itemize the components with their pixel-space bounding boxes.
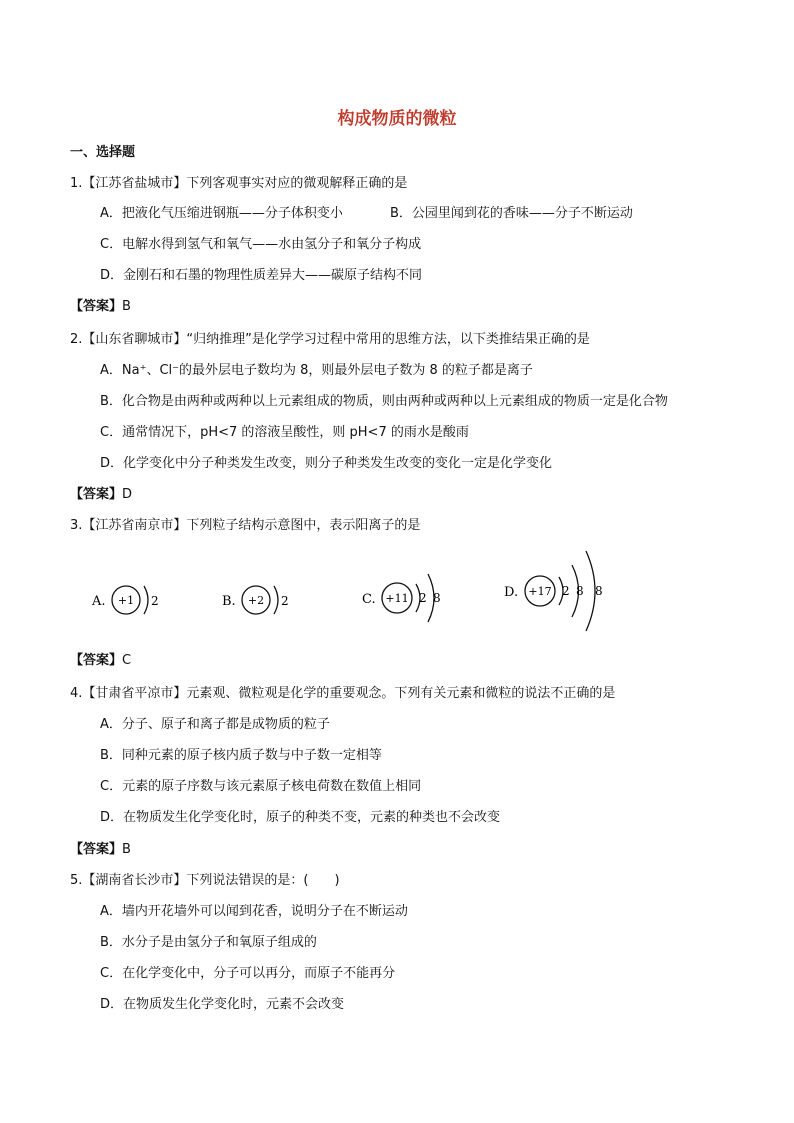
shell-electron-count: 8 (595, 584, 603, 598)
shell-electron-count: 8 (576, 584, 584, 598)
question-5-stem: 5.【湖南省长沙市】下列说法错误的是：( ) (70, 873, 340, 888)
atom-diagram-b (220, 580, 310, 624)
shell-electron-count: 8 (433, 591, 441, 605)
question-2-answer (70, 486, 132, 504)
electron-shell-arc (144, 586, 148, 614)
atom-diagram-d (502, 548, 622, 640)
question-5-option-c: C．在化学变化中，分子可以再分，而原子不能再分 (100, 966, 396, 981)
question-5-option-a: A．墙内开花墙外可以闻到花香，说明分子在不断运动 (100, 904, 408, 919)
diagram-letter: B. (222, 594, 236, 609)
answer-letter: C (122, 653, 132, 668)
electron-shell-arc (274, 586, 278, 614)
nucleus-charge: +17 (528, 585, 552, 598)
question-1-option-a: A．把液化气压缩进钢瓶——分子体积变小 (100, 206, 343, 221)
question-2-option-b: B．化合物是由两种或两种以上元素组成的物质，则由两种或两种以上元素组成的物质一定是化合物 (100, 394, 668, 409)
nucleus-charge: +11 (385, 592, 409, 605)
question-1-option-c: C．电解水得到氢气和氧气——水由氢分子和氧分子构成 (100, 237, 422, 252)
question-2-option-d: D．化学变化中分子种类发生改变，则分子种类发生改变的变化一定是化学变化 (100, 456, 553, 471)
shell-electron-count: 2 (151, 594, 159, 608)
question-3-stem: 3.【江苏省南京市】下列粒子结构示意图中，表示阳离子的是 (70, 518, 421, 533)
question-4-option-a: A．分子、原子和离子都是成物质的粒子 (100, 717, 330, 732)
question-1-stem: 1.【江苏省盐城市】下列客观事实对应的微观解释正确的是 (70, 176, 408, 191)
answer-label: 【答案】 (70, 653, 123, 668)
question-3-answer (70, 652, 131, 670)
question-1-option-d: D．金刚石和石墨的物理性质差异大——碳原子结构不同 (100, 268, 423, 283)
nucleus-charge: +2 (247, 594, 265, 607)
answer-letter: B (122, 842, 131, 857)
answer-label: 【答案】 (70, 487, 123, 502)
answer-label: 【答案】 (70, 299, 123, 314)
page-title: 构成物质的微粒 (337, 109, 457, 129)
atom-diagram-a (90, 580, 180, 624)
diagram-letter: D. (504, 585, 519, 600)
diagram-letter: C. (362, 592, 376, 607)
section-heading: 一、选择题 (70, 145, 136, 160)
question-4-answer (70, 841, 131, 859)
question-4-option-c: C．元素的原子序数与该元素原子核电荷数在数值上相同 (100, 779, 422, 794)
question-4-stem: 4.【甘肃省平凉市】元素观、微粒观是化学的重要观念。下列有关元素和微粒的说法不正确的是 (70, 686, 616, 701)
question-4-option-b: B．同种元素的原子核内质子数与中子数一定相等 (100, 748, 382, 763)
question-1-answer (70, 298, 131, 316)
question-2-option-c: C．通常情况下，pH<7 的溶液呈酸性，则 pH<7 的雨水是酸雨 (100, 425, 469, 440)
answer-label: 【答案】 (70, 842, 123, 857)
electron-shell-arc (586, 551, 595, 631)
question-2-stem: 2.【山东省聊城市】“归纳推理”是化学学习过程中常用的思维方法，以下类推结果正确的是 (70, 332, 590, 347)
nucleus-charge: +1 (117, 594, 135, 607)
question-5-option-b: B．水分子是由氢分子和氧原子组成的 (100, 935, 317, 950)
shell-electron-count: 2 (562, 584, 570, 598)
question-2-option-a: A．Na⁺、Cl⁻的最外层电子数均为 8，则最外层电子数为 8 的粒子都是离子 (100, 363, 533, 378)
question-4-option-d: D．在物质发生化学变化时，原子的种类不变，元素的种类也不会改变 (100, 810, 501, 825)
diagram-letter: A. (92, 594, 106, 609)
shell-electron-count: 2 (281, 594, 289, 608)
answer-letter: B (122, 299, 131, 314)
question-5-option-d: D．在物质发生化学变化时，元素不会改变 (100, 997, 345, 1012)
atom-diagram-c (360, 568, 460, 634)
shell-electron-count: 2 (419, 591, 427, 605)
question-1-option-b: B．公园里闻到花的香味——分子不断运动 (390, 206, 633, 221)
answer-letter: D (122, 487, 133, 502)
